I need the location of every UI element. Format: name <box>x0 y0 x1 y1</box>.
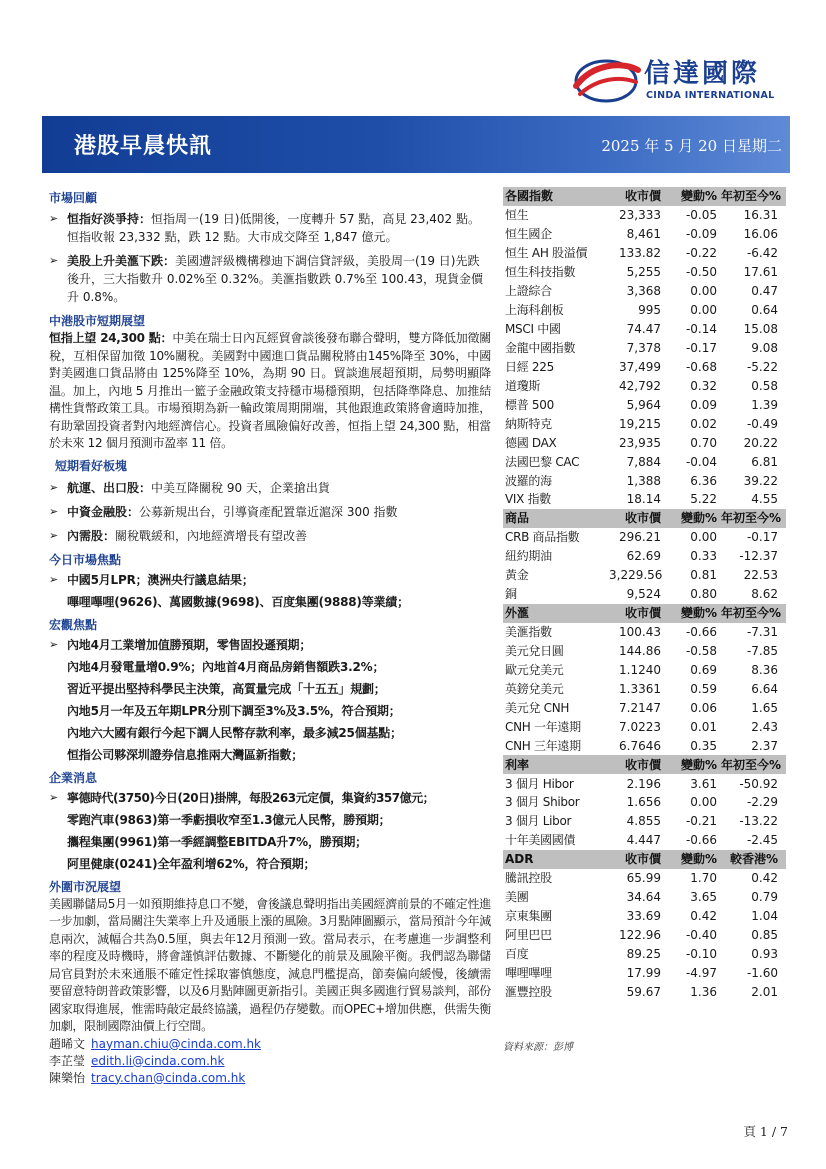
table-cell: -0.66 <box>685 625 717 640</box>
table-row <box>503 206 786 225</box>
table-cell: 16.06 <box>743 227 778 242</box>
table-row <box>503 376 786 395</box>
table-row <box>503 301 786 320</box>
table-header-cell: 商品 <box>503 509 607 528</box>
table-cell: 16.31 <box>743 208 778 223</box>
table-header-cell: 收市價 <box>607 187 663 206</box>
table-cell: 7,378 <box>626 340 661 355</box>
table-cell: 0.06 <box>690 700 717 715</box>
table-row <box>503 831 786 850</box>
sector-item-label: 航運、出口股： <box>67 480 152 495</box>
table-cell: 金龍中國指數 <box>505 340 576 355</box>
analyst-contact <box>49 1070 491 1087</box>
table-cell: 1.65 <box>751 700 778 715</box>
table-cell: -12.37 <box>739 549 778 564</box>
table-cell: 美團 <box>505 890 529 905</box>
table-cell: 6.7646 <box>619 738 661 753</box>
table-section-header <box>503 187 786 206</box>
table-row <box>503 433 786 452</box>
table-cell: 0.33 <box>690 549 717 564</box>
table-cell: 89.25 <box>626 946 661 961</box>
table-cell: 62.69 <box>626 549 661 564</box>
analyst-email-link[interactable]: edith.li@cinda.com.hk <box>91 1053 225 1068</box>
table-row <box>503 698 786 717</box>
table-header-cell: 變動% <box>663 850 719 869</box>
table-cell: VIX 指數 <box>505 492 551 507</box>
table-cell: -13.22 <box>739 814 778 829</box>
table-cell: -0.09 <box>685 227 717 242</box>
table-header-cell: 外滙 <box>503 604 607 623</box>
table-cell: 0.09 <box>690 397 717 412</box>
table-cell: 17.99 <box>626 965 661 980</box>
table-cell: 恒生 AH 股溢價 <box>505 246 588 261</box>
corporate-line: 阿里健康(0241)全年盈利增62%，符合預期； <box>67 856 316 871</box>
sector-item <box>49 479 491 497</box>
today-focus-line: ➢ 中國5月LPR；澳洲央行議息結果； <box>49 569 491 591</box>
table-cell: 37,499 <box>619 359 661 374</box>
table-cell: 995 <box>638 303 661 318</box>
table-cell: -0.22 <box>685 246 717 261</box>
table-cell: 8.36 <box>751 662 778 677</box>
table-cell: 1.3361 <box>619 681 661 696</box>
table-cell: 2.43 <box>751 719 778 734</box>
table-cell: 74.47 <box>626 322 661 337</box>
table-cell: 23,935 <box>619 435 661 450</box>
table-cell: 滙豐控股 <box>505 984 552 999</box>
corporate-line: ➢ 寧德時代(3750)今日(20日)掛牌，每股263元定價，集資約357億元； <box>49 787 491 809</box>
table-cell: 京東集團 <box>505 909 552 924</box>
table-cell: CNH 三年遠期 <box>505 738 581 753</box>
table-cell: 紐約期油 <box>505 549 552 564</box>
table-cell: 1.1240 <box>619 662 661 677</box>
analyst-email-link[interactable]: tracy.chan@cinda.com.hk <box>91 1070 246 1085</box>
table-header-cell: 變動% <box>663 509 719 528</box>
macro-line: ➢ 內地4月工業增加值勝預期，零售固投遜預期； <box>49 634 491 656</box>
table-cell: 0.93 <box>751 946 778 961</box>
table-header-cell: 收市價 <box>607 755 663 774</box>
table-cell: CRB 商品指數 <box>505 530 580 545</box>
table-cell: 2.196 <box>626 776 661 791</box>
table-cell: 59.67 <box>626 984 661 999</box>
table-cell: -0.68 <box>685 359 717 374</box>
table-cell: 德國 DAX <box>505 435 557 450</box>
section-heading-macro: 宏觀焦點 <box>49 617 98 632</box>
table-cell: 33.69 <box>626 909 661 924</box>
table-cell: 0.79 <box>751 890 778 905</box>
market-review-item <box>49 210 491 246</box>
table-cell: 100.43 <box>619 625 661 640</box>
table-cell: 0.85 <box>751 928 778 943</box>
table-cell: 7,884 <box>626 454 661 469</box>
table-cell: 4.855 <box>626 814 661 829</box>
table-header-cell: 收市價 <box>607 509 663 528</box>
table-row <box>503 490 786 509</box>
outlook-text: 中美在瑞士日內瓦經貿會談後發布聯合聲明，雙方降低加徵關稅，互相保留加徵 10%關稅。美國對中國進口貨品關稅將由145%降至 30%，中國對美國進口貨品將由 125%降至 10%，為期 90 日。貿談進展超預期，局勢明顯降温。加上，內地 5 月推出一籃子金融政策支持穩市場穩預期，包括降準降息、加推結構性貨幣政策工具。市場預期為新一輪政策周期開端，其他跟進政策將會適時加推，有助鞏固投資者對內地經濟信心。投資者風險偏好改善，恒指上望 24,300 點，相當於未來 12 個月預測市盈率 11 倍。 <box>49 331 492 450</box>
table-cell: 上海科創板 <box>505 303 564 318</box>
analyst-contact <box>49 1036 491 1053</box>
table-cell: 6.36 <box>690 473 717 488</box>
table-cell: 美滙指數 <box>505 625 552 640</box>
table-cell: 17.61 <box>743 265 778 280</box>
market-review-item-label: 恒指好淡爭持： <box>67 212 152 226</box>
table-cell: 1,388 <box>626 473 661 488</box>
table-cell: 1.36 <box>690 984 717 999</box>
table-cell: -2.45 <box>746 833 778 848</box>
logo-chinese-name: 信達國際 <box>644 59 761 89</box>
table-cell: 0.42 <box>690 909 717 924</box>
data-source-note: 資料來源：彭博 <box>503 1042 573 1053</box>
table-cell: 133.82 <box>619 246 661 261</box>
table-header-cell: 各國指數 <box>503 187 607 206</box>
table-cell: -50.92 <box>739 776 778 791</box>
table-row <box>503 982 786 1001</box>
table-cell: CNH 一年遠期 <box>505 719 581 734</box>
table-row <box>503 945 786 964</box>
table-cell: 1.656 <box>626 795 661 810</box>
short-term-outlook-paragraph <box>49 330 491 453</box>
table-header-cell: 較香港% <box>719 850 786 869</box>
table-cell: 日經 225 <box>505 359 554 374</box>
table-cell: 百度 <box>505 946 529 961</box>
analyst-name: 陳樂怡 <box>49 1070 86 1085</box>
table-cell: 5,964 <box>626 397 661 412</box>
table-cell: -0.05 <box>685 208 717 223</box>
report-date: 2025 年 5 月 20 日星期二 <box>601 137 782 155</box>
table-cell: 黃金 <box>505 568 529 583</box>
table-row <box>503 452 786 471</box>
sector-item-text: 公募新規出台，引導資產配置靠近滬深 300 指數 <box>139 504 398 519</box>
table-cell: 法國巴黎 CAC <box>505 454 580 469</box>
table-cell: 恒生 <box>505 208 529 223</box>
table-cell: 9.08 <box>751 340 778 355</box>
table-row <box>503 471 786 490</box>
table-cell: 19,215 <box>619 416 661 431</box>
table-cell: 標普 500 <box>505 397 554 412</box>
today-focus-line: 嗶哩嗶哩(9626)、萬國數據(9698)、百度集團(9888)等業績； <box>67 594 409 609</box>
table-cell: 34.64 <box>626 890 661 905</box>
table-cell: 144.86 <box>619 643 661 658</box>
table-cell: 上證綜合 <box>505 284 552 299</box>
table-cell: 美元兌 CNH <box>505 700 570 715</box>
cinda-logo <box>572 56 787 106</box>
macro-line: 內地六大國有銀行今起下調人民幣存款利率，最多減25個基點； <box>67 725 402 740</box>
table-row <box>503 395 786 414</box>
table-cell: 3,368 <box>626 284 661 299</box>
market-data-table-body <box>503 187 786 1001</box>
table-cell: -4.97 <box>685 965 717 980</box>
table-section-header <box>503 850 786 869</box>
table-row <box>503 339 786 358</box>
table-header-cell: 變動% <box>663 187 719 206</box>
table-row <box>503 282 786 301</box>
table-cell: 納斯特克 <box>505 416 552 431</box>
market-data-table <box>503 187 786 1001</box>
table-cell: 0.35 <box>690 738 717 753</box>
table-cell: 65.99 <box>626 871 661 886</box>
table-cell: 歐元兌美元 <box>505 662 564 677</box>
table-cell: 恒生科技指數 <box>505 265 576 280</box>
table-cell: 0.81 <box>690 568 717 583</box>
market-review-item-text: 恒指周一(19 日)低開後，一度轉升 57 點，高見 23,402 點。恒指收報 23,332 點，跌 12 點。大市成交降至 1,847 億元。 <box>67 212 480 244</box>
table-row <box>503 907 786 926</box>
table-row <box>503 357 786 376</box>
table-cell: 十年美國國債 <box>505 833 576 848</box>
table-cell: 6.81 <box>751 454 778 469</box>
table-cell: 英鎊兌美元 <box>505 681 564 696</box>
table-cell: 4.447 <box>626 833 661 848</box>
analyst-name: 趙晞文 <box>49 1036 86 1051</box>
table-cell: 8.62 <box>751 587 778 602</box>
sector-item-text: 關稅戰緩和，內地經濟增長有望改善 <box>115 528 308 543</box>
table-row <box>503 244 786 263</box>
table-header-cell: 變動% <box>663 755 719 774</box>
table-cell: 0.02 <box>690 416 717 431</box>
table-cell: 6.64 <box>751 681 778 696</box>
page-number: 頁 1 / 7 <box>743 1124 788 1139</box>
table-cell: 0.00 <box>690 284 717 299</box>
sector-item-label: 中資金融股： <box>67 504 140 519</box>
section-heading-short-term-outlook: 中港股市短期展望 <box>49 314 146 328</box>
table-row <box>503 225 786 244</box>
table-cell: 18.14 <box>626 492 661 507</box>
section-heading-today-focus: 今日市場焦點 <box>49 552 122 567</box>
table-cell: 0.69 <box>690 662 717 677</box>
table-cell: -2.29 <box>746 795 778 810</box>
table-cell: -7.85 <box>746 643 778 658</box>
table-cell: 騰訊控股 <box>505 871 552 886</box>
table-cell: 1.39 <box>751 397 778 412</box>
table-header-cell: 收市價 <box>607 850 663 869</box>
section-heading-market-review: 市場回顧 <box>49 191 98 205</box>
section-heading-sectors: 短期看好板塊 <box>55 458 128 473</box>
table-cell: 阿里巴巴 <box>505 928 552 943</box>
section-heading-overseas: 外圍市況展望 <box>49 879 122 894</box>
table-header-cell: 收市價 <box>607 604 663 623</box>
table-cell: -0.04 <box>685 454 717 469</box>
table-cell: 7.0223 <box>619 719 661 734</box>
logo-english-name: CINDA INTERNATIONAL <box>646 90 775 101</box>
table-cell: -6.42 <box>746 246 778 261</box>
table-row <box>503 888 786 907</box>
table-cell: 0.00 <box>690 530 717 545</box>
table-cell: 嗶哩嗶哩 <box>505 965 552 980</box>
table-row <box>503 660 786 679</box>
table-cell: 3,229.56 <box>609 568 663 583</box>
table-cell: -0.50 <box>685 265 717 280</box>
table-cell: -0.66 <box>685 833 717 848</box>
table-cell: 4.55 <box>751 492 778 507</box>
table-row <box>503 585 786 604</box>
table-cell: 20.22 <box>743 435 778 450</box>
sector-item <box>49 527 491 545</box>
table-cell: 0.32 <box>690 378 717 393</box>
title-banner <box>42 116 790 173</box>
table-cell: 銅 <box>505 587 517 602</box>
table-cell: 3 個月 Shibor <box>505 795 580 810</box>
table-cell: 2.01 <box>751 984 778 999</box>
macro-line: 內地4月發電量增0.9%；內地首4月商品房銷售額跌3.2%； <box>67 659 385 674</box>
table-cell: 23,333 <box>619 208 661 223</box>
sector-item-text: 中美互降關稅 90 天，企業搶出貨 <box>151 480 330 495</box>
table-cell: -0.40 <box>685 928 717 943</box>
table-row <box>503 528 786 547</box>
cinda-logo-mark-icon <box>572 56 642 106</box>
table-cell: 8,461 <box>626 227 661 242</box>
table-cell: 3.61 <box>690 776 717 791</box>
table-row <box>503 623 786 642</box>
table-cell: 0.00 <box>690 303 717 318</box>
table-cell: 波羅的海 <box>505 473 552 488</box>
macro-line: 習近平提出堅持科學民主決策，高質量完成「十五五」規劃； <box>67 681 386 696</box>
table-row <box>503 774 786 793</box>
outlook-lead: 恒指上望 24,300 點： <box>49 331 173 345</box>
table-cell: 5,255 <box>626 265 661 280</box>
table-cell: 0.64 <box>751 303 778 318</box>
table-row <box>503 717 786 736</box>
table-row <box>503 566 786 585</box>
table-section-header <box>503 604 786 623</box>
table-cell: 42,792 <box>619 378 661 393</box>
table-cell: -0.14 <box>685 322 717 337</box>
table-row <box>503 736 786 755</box>
table-cell: 恒生國企 <box>505 227 552 242</box>
table-row <box>503 926 786 945</box>
table-cell: 9,524 <box>626 587 661 602</box>
table-cell: -7.31 <box>746 625 778 640</box>
table-header-cell: 利率 <box>503 755 607 774</box>
table-section-header <box>503 509 786 528</box>
table-header-cell: 年初至今% <box>719 604 786 623</box>
table-cell: 122.96 <box>619 928 661 943</box>
table-cell: 3 個月 Libor <box>505 814 572 829</box>
table-cell: 3.65 <box>690 890 717 905</box>
table-cell: 22.53 <box>743 568 778 583</box>
table-cell: -5.22 <box>746 359 778 374</box>
table-cell: 0.01 <box>690 719 717 734</box>
table-row <box>503 679 786 698</box>
table-cell: 0.58 <box>751 378 778 393</box>
table-cell: 1.70 <box>690 871 717 886</box>
table-cell: 0.59 <box>690 681 717 696</box>
table-row <box>503 414 786 433</box>
section-heading-corporate: 企業消息 <box>49 770 98 785</box>
corporate-line: 零跑汽車(9863)第一季虧損收窄至1.3億元人民幣，勝預期； <box>67 812 391 827</box>
table-cell: 2.37 <box>751 738 778 753</box>
analyst-name: 李芷瑩 <box>49 1053 86 1068</box>
table-header-cell: 年初至今% <box>719 187 786 206</box>
table-row <box>503 812 786 831</box>
table-header-cell: 變動% <box>663 604 719 623</box>
table-row <box>503 642 786 661</box>
table-cell: 0.80 <box>690 587 717 602</box>
table-cell: 7.2147 <box>619 700 661 715</box>
table-row <box>503 547 786 566</box>
table-header-cell: ADR <box>503 850 607 869</box>
table-cell: -0.10 <box>685 946 717 961</box>
table-row <box>503 263 786 282</box>
table-section-header <box>503 755 786 774</box>
corporate-line: 攜程集團(9961)第一季經調整EBITDA升7%，勝預期； <box>67 834 367 849</box>
market-review-item-label: 美股上升美滙下跌： <box>67 254 176 268</box>
analyst-contact <box>49 1053 491 1070</box>
table-row <box>503 320 786 339</box>
table-cell: 0.47 <box>751 284 778 299</box>
table-header-cell: 年初至今% <box>719 509 786 528</box>
table-cell: 296.21 <box>619 530 661 545</box>
table-row <box>503 963 786 982</box>
table-cell: 1.04 <box>751 909 778 924</box>
macro-line: 恒指公司夥深圳證券信息推兩大灣區新指數； <box>67 747 304 762</box>
macro-line: 內地5月一年及五年期LPR分別下調至3%及3.5%，符合預期； <box>67 703 401 718</box>
commentary-column <box>49 186 491 1087</box>
table-cell: 39.22 <box>743 473 778 488</box>
table-cell: MSCI 中國 <box>505 322 561 337</box>
table-cell: -0.21 <box>685 814 717 829</box>
table-cell: 0.70 <box>690 435 717 450</box>
table-cell: 0.00 <box>690 795 717 810</box>
table-cell: 5.22 <box>690 492 717 507</box>
analyst-email-link[interactable]: hayman.chiu@cinda.com.hk <box>91 1036 262 1051</box>
market-review-item-text: 美國遭評級機構穆迪下調信貸評級，美股周一(19 日)先跌後升，三大指數升 0.02%至 0.32%。美滙指數跌 0.7%至 100.43，現貨金價升 0.8%。 <box>67 254 483 304</box>
table-cell: 道瓊斯 <box>505 378 541 393</box>
table-cell: -1.60 <box>746 965 778 980</box>
table-cell: -0.17 <box>685 340 717 355</box>
table-cell: -0.49 <box>746 416 778 431</box>
sector-item <box>49 503 491 521</box>
table-cell: 3 個月 Hibor <box>505 776 574 791</box>
sector-item-label: 內需股： <box>67 528 116 543</box>
report-title: 港股早晨快訊 <box>74 134 213 159</box>
market-review-item <box>49 252 491 306</box>
table-row <box>503 793 786 812</box>
overseas-paragraph: 美國聯儲局5月一如預期維持息口不變，會後議息聲明指出美國經濟前景的不確定性進一步加劇，當局關注失業率上升及通脹上漲的風險。3月點陣圖顯示，當局預計今年減息兩次，減幅合共為0.5厘，與去年12月預測一致。當局表示，在考慮進一步調整利率的程度及時機時，將會謹慎評估數據、不斷變化的前景及風險平衡。我們認為聯儲局官員對於未來通脹不確定性採取審慎態度，減息門檻提高，節奏偏向緩慢，後續需要留意特朗普政策影響，以及6月點陣圖更新指引。美國正與多國進行貿易談判，部份國家取得進展，惟需時敲定最終協議，過程仍存變數。而OPEC+增加供應，供需失衡加劇，限制國際油價上行空間。 <box>49 896 491 1033</box>
table-cell: 美元兌日圓 <box>505 643 564 658</box>
table-cell: 0.42 <box>751 871 778 886</box>
table-row <box>503 869 786 888</box>
table-cell: 15.08 <box>743 322 778 337</box>
table-header-cell: 年初至今% <box>719 755 786 774</box>
table-cell: -0.17 <box>746 530 778 545</box>
table-cell: -0.58 <box>685 643 717 658</box>
